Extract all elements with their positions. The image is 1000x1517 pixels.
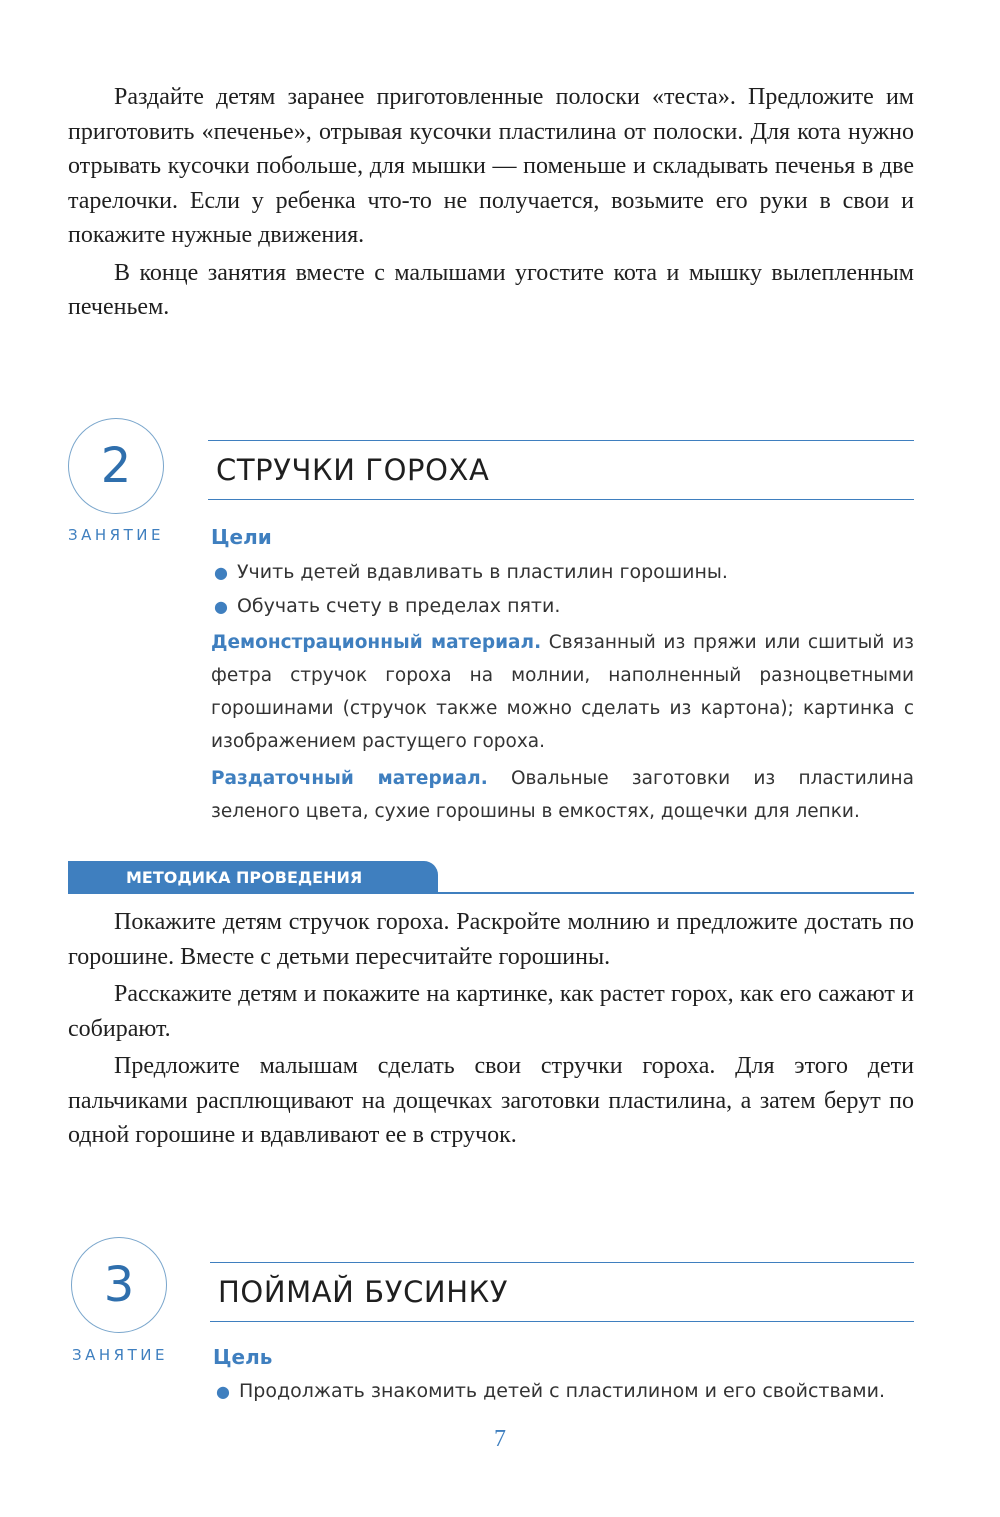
- lesson-label: ЗАНЯТИЕ: [72, 1346, 168, 1364]
- goals-list: [211, 555, 728, 623]
- lesson-number: 3: [103, 1257, 135, 1313]
- lesson-number-badge: [71, 1237, 167, 1333]
- demo-material: [211, 626, 914, 758]
- demo-material-heading: Демонстрационный материал.: [211, 632, 542, 653]
- handout-material: [211, 762, 914, 828]
- handout-material-heading: Раздаточный материал.: [211, 768, 488, 789]
- lesson-number-badge: [68, 418, 164, 514]
- lesson-title-box: [208, 440, 914, 500]
- list-item: ● Обучать счету в пределах пяти.: [214, 595, 561, 617]
- lesson-title: СТРУЧКИ ГОРОХА: [216, 453, 490, 487]
- intro-paragraph: Раздайте детям заранее приготовленные полоски «теста». Предложите им приготовить «печенье», отрывая кусочки пластилина от полоски. Для кота нужно отрывать кусочки побольше, для мышки — поменьше и складывать печенья в две тарелочки. Если у ребенка что-то не получается, возьмите его руки в свои и покажите нужные движения.: [68, 84, 914, 248]
- demo-material-text: Связанный из пряжи или сшитый из фетра стручок гороха на молнии, наполненный разноцветными горошинами (стручок также можно сделать из картона); картинка с изображением растущего гороха.: [211, 632, 914, 752]
- handout-material-text: Овальные заготовки из пластилина зеленого цвета, сухие горошины в емкостях, дощечки для лепки.: [211, 768, 914, 822]
- method-paragraph: Расскажите детям и покажите на картинке, как растет горох, как его сажают и собирают.: [68, 981, 914, 1042]
- goals-heading: Цель: [213, 1345, 273, 1369]
- lesson-number: 2: [100, 438, 132, 494]
- goals-heading: Цели: [211, 525, 272, 549]
- bullet-icon: ●: [214, 597, 228, 616]
- divider: [68, 892, 914, 894]
- page-number: 7: [494, 1426, 506, 1452]
- method-text: [68, 905, 914, 1156]
- lesson-label: ЗАНЯТИЕ: [68, 526, 164, 544]
- bullet-icon: ●: [216, 1382, 230, 1401]
- intro-paragraph: В конце занятия вместе с малышами угостите кота и мышку вылепленным печеньем.: [68, 259, 914, 320]
- intro-text: [68, 80, 914, 327]
- list-item: ● Продолжать знакомить детей с пластилином и его свойствами.: [216, 1380, 886, 1402]
- lesson-title: ПОЙМАЙ БУСИНКУ: [218, 1275, 509, 1309]
- lesson-title-box: [210, 1262, 914, 1322]
- goals-list: [213, 1374, 885, 1408]
- list-item: ● Учить детей вдавливать в пластилин горошины.: [214, 561, 728, 583]
- bullet-icon: ●: [214, 563, 228, 582]
- method-paragraph: Предложите малышам сделать свои стручки гороха. Для этого дети пальчиками расплющивают на дощечках заготовки пластилина, а затем берут по одной горошине и вдавливают ее в стручок.: [68, 1053, 914, 1148]
- method-section-tab: МЕТОДИКА ПРОВЕДЕНИЯ: [68, 861, 438, 893]
- method-paragraph: Покажите детям стручок гороха. Раскройте молнию и предложите достать по горошине. Вместе с детьми пересчитайте горошины.: [68, 909, 914, 970]
